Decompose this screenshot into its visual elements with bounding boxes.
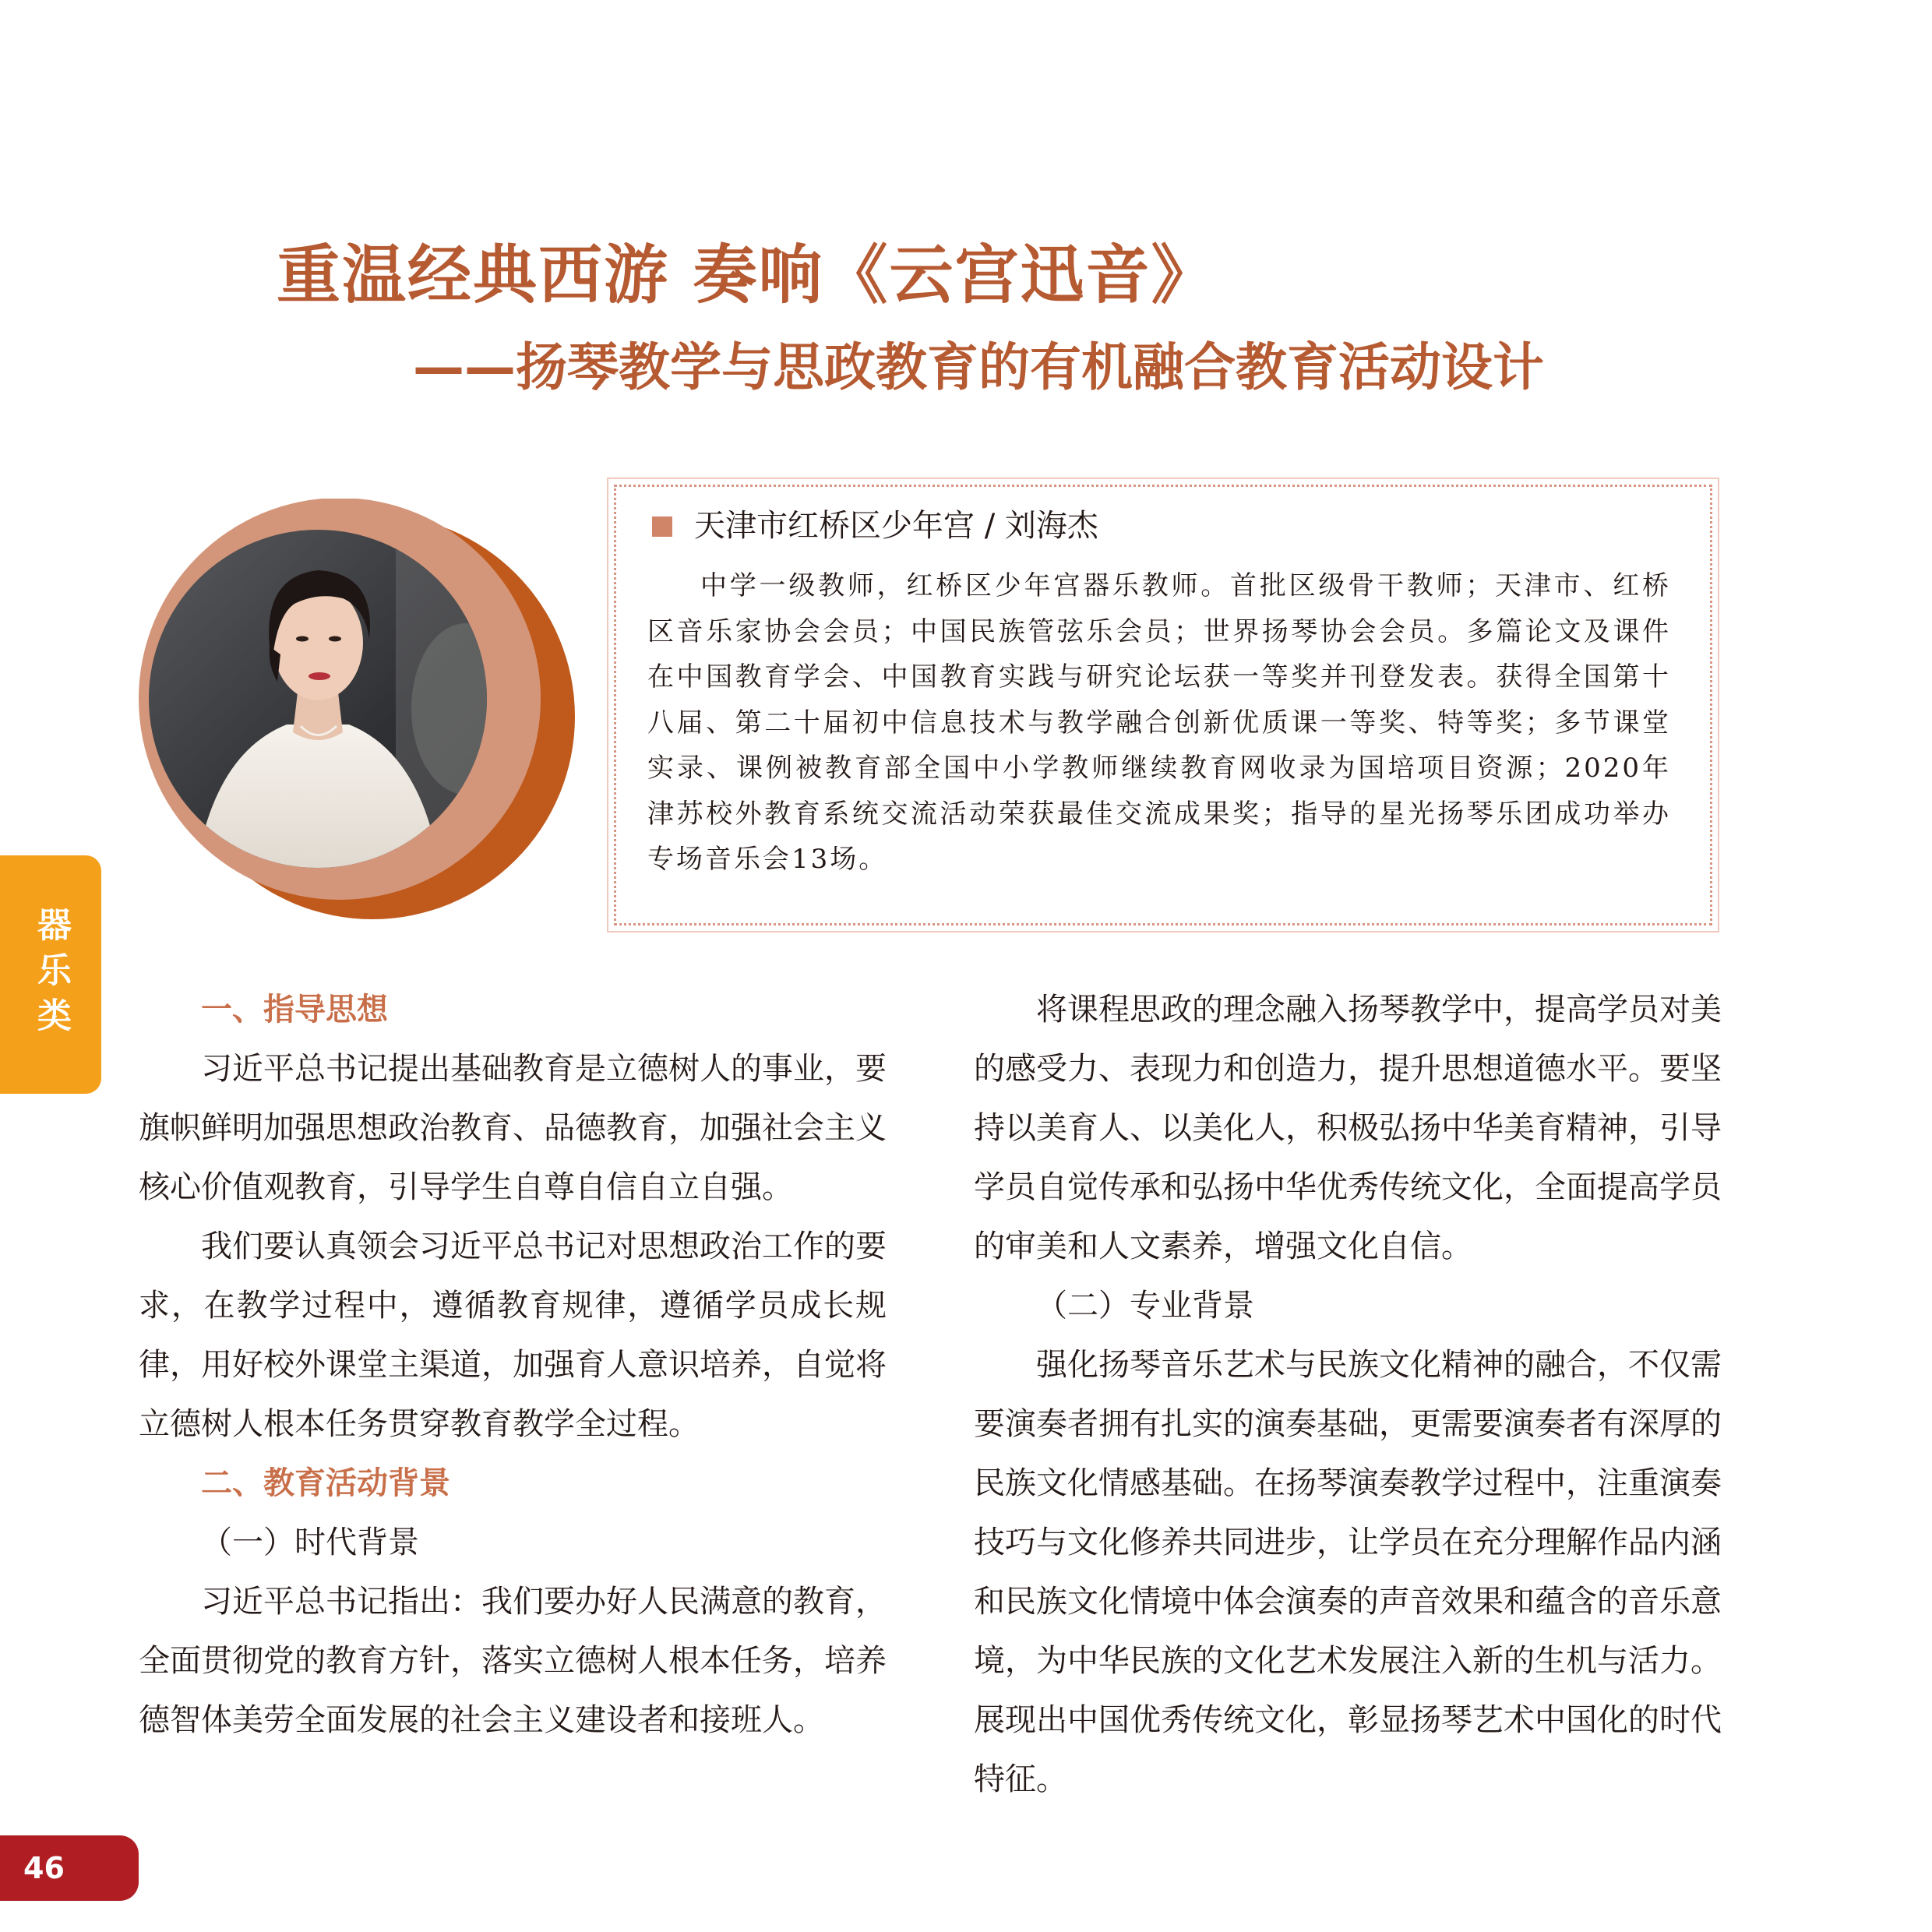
article-title: 重温经典西游 奏响《云宫迅音》	[277, 238, 1217, 312]
paragraph: 习近平总书记指出：我们要办好人民满意的教育，全面贯彻党的教育方针，落实立德树人根本任务，培养德智体美劳全面发展的社会主义建设者和接班人。	[139, 1584, 887, 1738]
category-tab-label: 器乐类	[31, 907, 71, 1042]
author-name-text: 天津市红桥区少年宫 / 刘海杰	[694, 508, 1098, 544]
article-subtitle: ——扬琴教学与思政教育的有机融合教育活动设计	[413, 337, 1544, 397]
category-tab	[0, 855, 101, 1094]
paragraph: 习近平总书记提出基础教育是立德树人的事业，要旗帜鲜明加强思想政治教育、品德教育，加强社会主义核心价值观教育，引导学生自尊自信自立自强。	[139, 1051, 887, 1205]
body-column-right	[974, 980, 1722, 1809]
subsection-heading: （二）专业背景	[1036, 1288, 1254, 1324]
square-bullet-icon	[652, 516, 672, 537]
paragraph: 我们要认真领会习近平总书记对思想政治工作的要求，在教学过程中，遵循教育规律，遵循学员成长规律，用好校外课堂主渠道，加强育人意识培养，自觉将立德树人根本任务贯穿教育教学全过程。	[139, 1229, 887, 1442]
section-heading: 一、指导思想	[201, 992, 388, 1028]
body-column-left	[139, 980, 887, 1750]
author-info-box	[614, 485, 1712, 925]
section-heading: 二、教育活动背景	[201, 1465, 450, 1501]
paragraph: 将课程思政的理念融入扬琴教学中，提高学员对美的感受力、表现力和创造力，提升思想道德水平。要坚持以美育人、以美化人，积极弘扬中华美育精神，引导学员自觉传承和弘扬中华优秀传统文化，全面提高学员的审美和人文素养，增强文化自信。	[974, 992, 1722, 1264]
subsection-heading: （一）时代背景	[201, 1525, 419, 1560]
paragraph: 强化扬琴音乐艺术与民族文化精神的融合，不仅需要演奏者拥有扎实的演奏基础，更需要演奏者有深厚的民族文化情感基础。在扬琴演奏教学过程中，注重演奏技巧与文化修养共同进步，让学员在充分理解作品内涵和民族文化情境中体会演奏的声音效果和蕴含的音乐意境，为中华民族的文化艺术发展注入新的生机与活力。展现出中国优秀传统文化，彰显扬琴艺术中国化的时代特征。	[974, 1347, 1722, 1797]
author-portrait	[139, 499, 583, 919]
author-name	[647, 506, 1671, 546]
page-number: 46	[0, 1835, 139, 1901]
author-bio: 中学一级教师，红桥区少年宫器乐教师。首批区级骨干教师；天津市、红桥区音乐家协会会员；中国民族管弦乐会员；世界扬琴协会会员。多篇论文及课件在中国教育学会、中国教育实践与研究论坛获一等奖并刊登发表。获得全国第十八届、第二十届初中信息技术与教学融合创新优质课一等奖、特等奖；多节课堂实录、课例被教育部全国中小学教师继续教育网收录为国培项目资源；2020年津苏校外教育系统交流活动荣获最佳交流成果奖；指导的星光扬琴乐团成功举办专场音乐会13场。	[647, 570, 1671, 875]
